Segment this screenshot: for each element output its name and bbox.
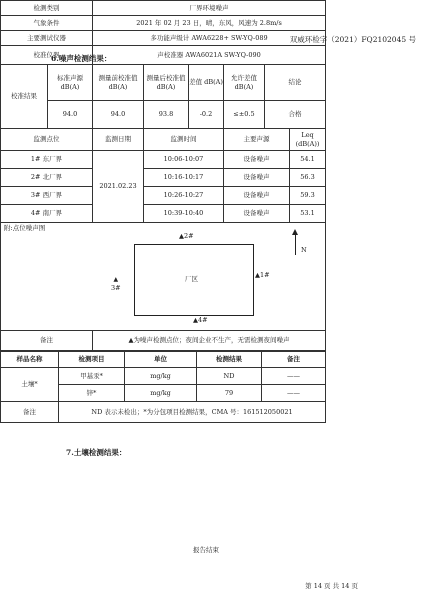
info-label: 主要测试仪器 — [1, 31, 93, 46]
monitor-time: 10:06-10:07 — [144, 151, 224, 169]
monitor-point: 2# 北厂界 — [1, 169, 93, 187]
soil-header: 备注 — [262, 352, 326, 368]
cal-header: 结论 — [265, 65, 326, 101]
monitor-point: 3# 西厂界 — [1, 187, 93, 205]
monitor-source: 设备噪声 — [224, 187, 290, 205]
info-label: 校准仪器 — [1, 46, 93, 65]
soil-header: 样品名称 — [1, 352, 59, 368]
monitor-leq: 54.1 — [290, 151, 326, 169]
cal-value: 93.8 — [144, 101, 189, 129]
soil-section-title: 7.土壤检测结果： — [66, 448, 127, 457]
cal-header: 允许差值 dB(A) — [224, 65, 265, 101]
factory-outline — [134, 244, 254, 316]
soil-item: 甲基汞* — [59, 368, 125, 385]
soil-header: 检测结果 — [197, 352, 262, 368]
soil-item: 锌* — [59, 385, 125, 402]
noise-point-map — [1, 223, 326, 331]
cal-value: 94.0 — [93, 101, 144, 129]
info-value: 声校准器 AWA6021A SW-YQ-090 — [93, 46, 326, 65]
noise-section-title: 6.噪声检测结果： — [51, 54, 112, 63]
map-title: 附:点位噪声图 — [4, 224, 46, 232]
monitor-leq: 56.3 — [290, 169, 326, 187]
soil-remark-text: ND 表示未检出；*为分包项目检测结果，CMA 号：161512050021 — [59, 402, 326, 423]
soil-result: ND — [197, 368, 262, 385]
monitor-header: Leq (dB(A)) — [290, 129, 326, 151]
soil-unit: mg/kg — [125, 385, 197, 402]
monitor-header: 监测点位 — [1, 129, 93, 151]
soil-header: 检测项目 — [59, 352, 125, 368]
soil-note: —— — [262, 385, 326, 402]
monitor-header: 监测日期 — [93, 129, 144, 151]
info-value: 2021 年 02 月 23 日，晴，东风，风速为 2.8m/s — [93, 16, 326, 31]
info-label: 检测类别 — [1, 1, 93, 16]
soil-sample: 土壤* — [1, 368, 59, 402]
monitor-leq: 53.1 — [290, 205, 326, 223]
monitor-time: 10:26-10:27 — [144, 187, 224, 205]
monitor-source: 设备噪声 — [224, 205, 290, 223]
monitor-point: 1# 东厂界 — [1, 151, 93, 169]
north-label: N — [301, 246, 307, 254]
triangle-icon: ▲ — [113, 276, 119, 283]
cal-header: 差值 dB(A) — [189, 65, 224, 101]
point-4-marker: ▲4# — [193, 316, 208, 324]
monitor-leq: 59.3 — [290, 187, 326, 205]
soil-note: —— — [262, 368, 326, 385]
monitor-time: 10:16-10:17 — [144, 169, 224, 187]
info-label: 气象条件 — [1, 16, 93, 31]
report-end: 报告结束 — [193, 546, 219, 554]
monitor-date: 2021.02.23 — [93, 151, 144, 223]
cal-value: 合格 — [265, 101, 326, 129]
soil-unit: mg/kg — [125, 368, 197, 385]
page-number: 第 14 页 共 14 页 — [305, 582, 358, 590]
cal-value: ≤±0.5 — [224, 101, 265, 129]
point-3-marker: ▲ 3# — [111, 276, 121, 292]
monitor-point: 4# 南厂界 — [1, 205, 93, 223]
soil-remark-label: 备注 — [1, 402, 59, 423]
calibration-label: 校准结果 — [1, 65, 48, 129]
monitor-source: 设备噪声 — [224, 169, 290, 187]
soil-header: 单位 — [125, 352, 197, 368]
point-1-marker: ▲1# — [255, 271, 270, 279]
report-number: 双威环检字（2021）FQ2102045 号 — [289, 35, 416, 44]
cal-header: 测量后校准值 dB(A) — [144, 65, 189, 101]
cal-header: 标准声源 dB(A) — [48, 65, 93, 101]
remark-label: 备注 — [1, 331, 93, 351]
noise-results-table — [0, 0, 326, 351]
info-value: 厂界环境噪声 — [93, 1, 326, 16]
cal-header: 测量前校准值 dB(A) — [93, 65, 144, 101]
soil-result: 79 — [197, 385, 262, 402]
remark-text: ▲为噪声检测点位；夜间企业不生产，无需检测夜间噪声 — [93, 331, 326, 351]
soil-results-table — [0, 351, 326, 423]
monitor-source: 设备噪声 — [224, 151, 290, 169]
factory-label: 厂区 — [185, 275, 198, 283]
monitor-time: 10:39-10:40 — [144, 205, 224, 223]
monitor-header: 主要声源 — [224, 129, 290, 151]
monitor-header: 监测时间 — [144, 129, 224, 151]
cal-value: -0.2 — [189, 101, 224, 129]
point-2-marker: ▲2# — [179, 232, 194, 240]
cal-value: 94.0 — [48, 101, 93, 129]
info-value: 多功能声级计 AWA6228+ SW-YQ-089 — [93, 31, 326, 46]
